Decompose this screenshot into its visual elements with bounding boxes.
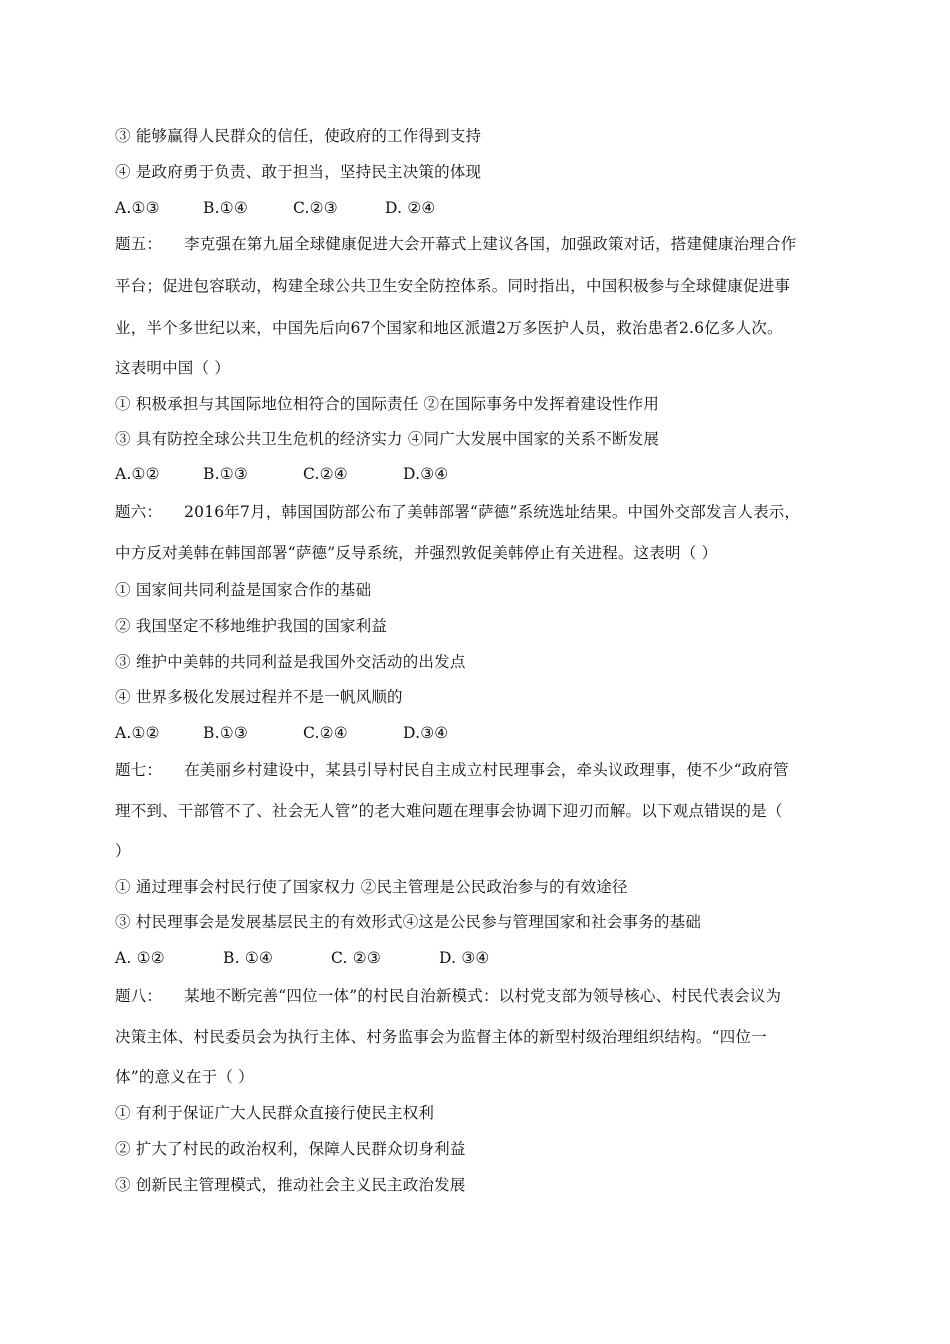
q7-stem-line-1: [115, 760, 789, 780]
q5-choice-a: A.①②: [115, 465, 160, 483]
q8-stem-line-2: 决策主体、村民委员会为执行主体、村务监事会为监督主体的新型村级治理组织结构。“四位一: [115, 1028, 767, 1046]
q5-choices: [115, 464, 448, 484]
q5-label: 题五：: [115, 235, 163, 253]
q8-stem-line-3: 体”的意义在于（ ）: [115, 1068, 254, 1086]
q8-stem-line-1: [115, 986, 781, 1006]
q5-stem-line-4: 这表明中国（ ）: [115, 359, 231, 377]
q6-stem-line-1: [115, 502, 800, 522]
q4-option-3: ③ 能够赢得人民群众的信任，使政府的工作得到支持: [115, 127, 482, 145]
q7-label: 题七：: [115, 761, 163, 779]
q8-option-2: ② 扩大了村民的政治权利，保障人民群众切身利益: [115, 1140, 466, 1158]
q6-option-1: ① 国家间共同利益是国家合作的基础: [115, 581, 372, 599]
q8-option-1: ① 有利于保证广大人民群众直接行使民主权利: [115, 1104, 435, 1122]
q4-choice-c: C.②③: [293, 199, 338, 217]
q7-choice-d: D. ③④: [439, 949, 490, 967]
q5-stem-line-2: 平台；促进包容联动，构建全球公共卫生安全防控体系。同时指出，中国积极参与全球健康促进事: [115, 277, 791, 295]
q7-stem-line-3: ）: [115, 842, 131, 860]
q5-choice-d: D.③④: [403, 465, 449, 483]
q6-choice-b: B.①③: [203, 724, 248, 742]
q4-choice-b: B.①④: [203, 199, 248, 217]
q4-option-4: ④ 是政府勇于负责、敢于担当，坚持民主决策的体现: [115, 163, 482, 181]
q6-choice-c: C.②④: [303, 724, 348, 742]
q6-choice-a: A.①②: [115, 724, 160, 742]
q6-option-4: ④ 世界多极化发展过程并不是一帆风顺的: [115, 688, 403, 706]
q6-stem-line-2: 中方反对美韩在韩国部署“萨德”反导系统，并强烈敦促美韩停止有关进程。这表明（ ）: [115, 544, 718, 562]
q7-choice-b: B. ①④: [223, 949, 274, 967]
q4-choice-d: D. ②④: [385, 199, 436, 217]
q6-choices: [115, 723, 448, 743]
q8-stem-text-1: 某地不断完善“四位一体”的村民自治新模式：以村党支部为领导核心、村民代表会议为: [184, 987, 782, 1005]
q6-label: 题六：: [115, 503, 163, 521]
q7-choice-c: C. ②③: [331, 949, 381, 967]
q4-choices: [115, 198, 436, 218]
q6-option-3: ③ 维护中美韩的共同利益是我国外交活动的出发点: [115, 653, 466, 671]
q5-stem-line-3: 业，半个多世纪以来，中国先后向67个国家和地区派遣2万多医护人员，救治患者2.6亿多人次。: [115, 319, 783, 337]
q7-choice-a: A. ①②: [115, 949, 165, 967]
q5-choice-b: B.①③: [203, 465, 248, 483]
q7-stem-line-2: 理不到、干部管不了、社会无人管”的老大难问题在理事会协调下迎刃而解。以下观点错误的是（: [115, 802, 783, 820]
q5-options-row-1: ① 积极承担与其国际地位相符合的国际责任 ②在国际事务中发挥着建设性作用: [115, 395, 660, 413]
q5-options-row-2: ③ 具有防控全球公共卫生危机的经济实力 ④同广大发展中国家的关系不断发展: [115, 430, 660, 448]
q5-stem-text-1: 李克强在第九届全球健康促进大会开幕式上建议各国，加强政策对话，搭建健康治理合作: [184, 235, 797, 253]
q5-stem-line-1: [115, 234, 796, 254]
q4-choice-a: A.①③: [115, 199, 160, 217]
q5-choice-c: C.②④: [303, 465, 348, 483]
q7-options-row-2: ③ 村民理事会是发展基层民主的有效形式④这是公民参与管理国家和社会事务的基础: [115, 913, 702, 931]
q7-stem-text-1: 在美丽乡村建设中，某县引导村民自主成立村民理事会，牵头议政理事，使不少“政府管: [184, 761, 789, 779]
q8-option-3: ③ 创新民主管理模式，推动社会主义民主政治发展: [115, 1176, 466, 1194]
q8-label: 题八：: [115, 987, 163, 1005]
q6-choice-d: D.③④: [403, 724, 449, 742]
q7-choices: [115, 948, 490, 968]
q6-stem-text-1: 2016年7月，韩国国防部公布了美韩部署“萨德”系统选址结果。中国外交部发言人表示，: [184, 503, 801, 521]
q7-options-row-1: ① 通过理事会村民行使了国家权力 ②民主管理是公民政治参与的有效途径: [115, 878, 628, 896]
q6-option-2: ② 我国坚定不移地维护我国的国家利益: [115, 617, 388, 635]
